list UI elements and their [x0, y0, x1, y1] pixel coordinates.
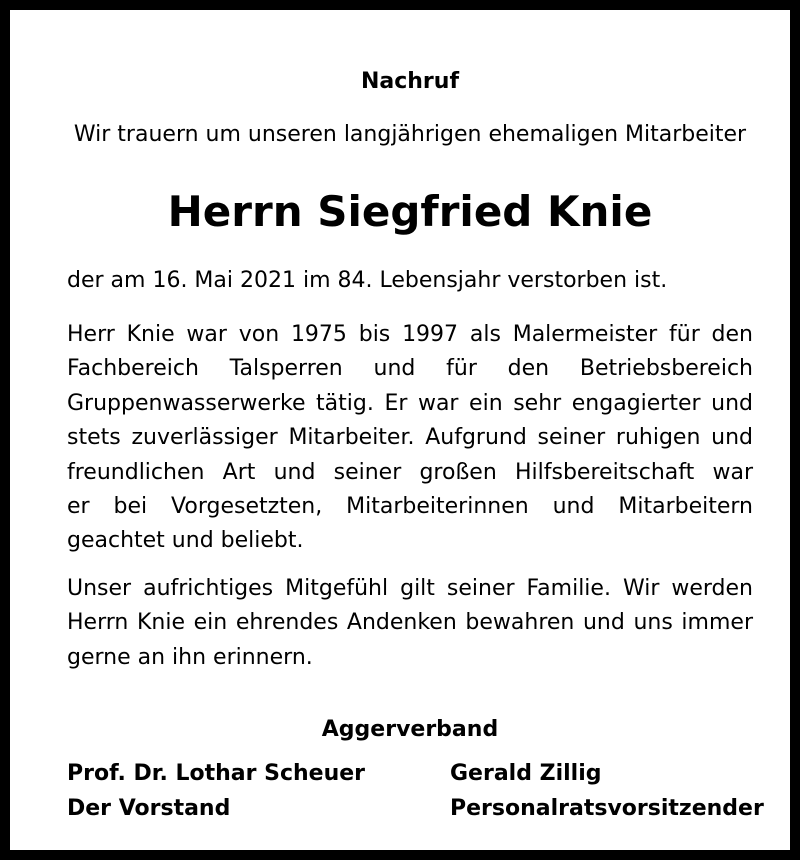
text-line: gerne an ihn erinnern. [67, 644, 313, 670]
obituary-heading: Nachruf [360, 69, 460, 94]
tribute-paragraph [67, 318, 753, 559]
text-line: Herrn Knie ein ehrendes Andenken bewahren und uns immer [67, 610, 753, 636]
text-line: freundlichen Art und seiner großen Hilfsbereitschaft war [67, 459, 753, 485]
text-line: Gruppenwasserwerke tätig. Er war ein sehr engagierter und [67, 390, 753, 416]
deceased-name: Herrn Siegfried Knie [167, 187, 653, 236]
condolence-paragraph [67, 572, 753, 675]
organization-name: Aggerverband [321, 717, 499, 742]
signatory-name: Prof. Dr. Lothar Scheuer [67, 761, 366, 786]
signatory-name: Gerald Zillig [450, 761, 602, 786]
text-line: Fachbereich Talsperren und für den Betriebsbereich [67, 356, 753, 382]
text-line: Herr Knie war von 1975 bis 1997 als Malermeister für den [67, 322, 753, 347]
text-line: geachtet und beliebt. [67, 528, 304, 554]
death-line: der am 16. Mai 2021 im 84. Lebensjahr verstorben ist. [67, 268, 668, 293]
intro-line: Wir trauern um unseren langjährigen ehemaligen Mitarbeiter [73, 122, 747, 147]
text-line: stets zuverlässiger Mitarbeiter. Aufgrund seiner ruhigen und [67, 425, 753, 451]
signatory-role: Der Vorstand [67, 796, 231, 821]
text-line: Unser aufrichtiges Mitgefühl gilt seiner Familie. Wir werden [67, 576, 753, 601]
text-line: er bei Vorgesetzten, Mitarbeiterinnen und Mitarbeitern [67, 493, 753, 519]
signatory-role: Personalratsvorsitzender [450, 796, 764, 821]
